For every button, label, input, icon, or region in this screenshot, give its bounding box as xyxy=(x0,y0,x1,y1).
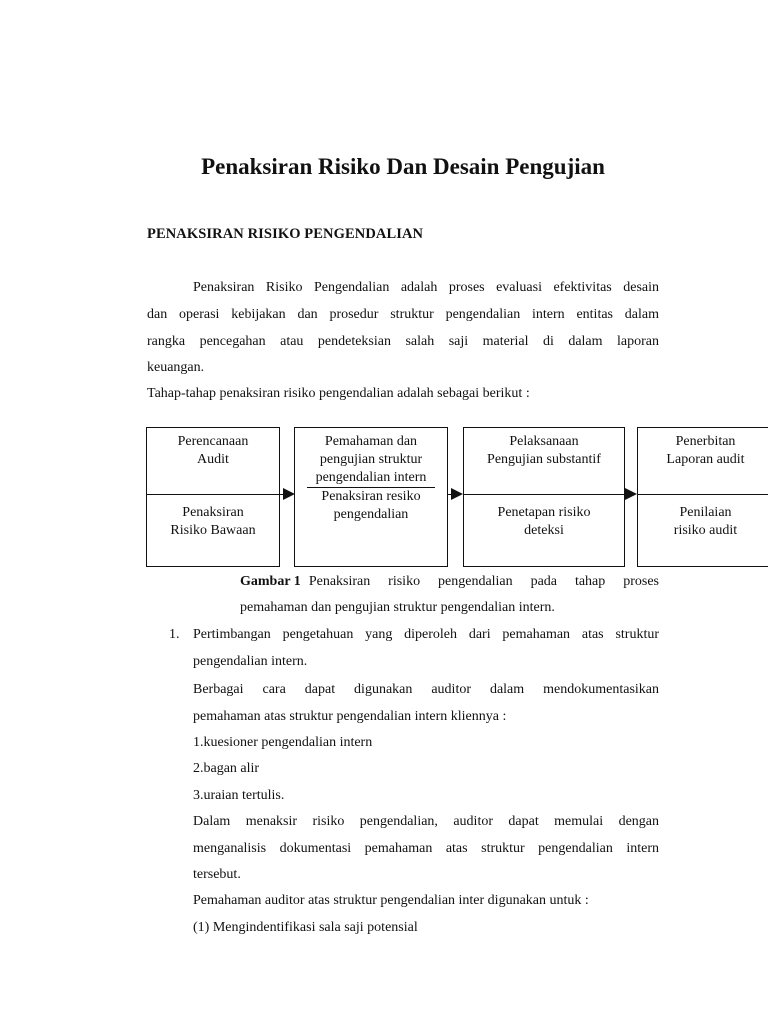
intro-line-4: keuangan. xyxy=(147,360,205,375)
sub-item-1: 1.kuesioner pengendalian intern xyxy=(193,735,373,750)
arrow-1-icon xyxy=(283,488,295,500)
section-heading: PENAKSIRAN RISIKO PENGENDALIAN xyxy=(147,226,424,242)
figure-caption-label: Gambar 1 xyxy=(240,574,301,589)
stages-intro: Tahap-tahap penaksiran risiko pengendalian adalah sebagai berikut : xyxy=(147,386,530,401)
box-4-top-text: Penerbitan Laporan audit xyxy=(666,434,745,467)
intro-line-1: Penaksiran Risiko Pengendalian adalah proses evaluasi efektivitas desain xyxy=(193,280,659,295)
figure-caption-text-1: Penaksiran risiko pengendalian pada tahap proses xyxy=(308,574,659,589)
list-item-line-2: pengendalian intern. xyxy=(193,654,308,669)
box-3-top-text: Pelaksanaan Pengujian substantif xyxy=(487,434,601,467)
para1-line-2: pemahaman atas struktur pengendalian intern kliennya : xyxy=(193,709,507,724)
para2-line-2: menganalisis dokumentasi pemahaman atas struktur pengendalian intern xyxy=(193,841,659,856)
box-2-top-text: Pemahaman dan pengujian struktur pengendalian intern xyxy=(315,434,427,485)
para2-line-3: tersebut. xyxy=(193,867,241,882)
box-1-bottom-text: Penaksiran Risiko Bawaan xyxy=(170,505,256,538)
para1-line-1: Berbagai cara dapat digunakan auditor dalam mendokumentasikan xyxy=(193,682,659,697)
box-3-divider xyxy=(463,494,625,495)
box-2-bottom-text: Penaksiran resiko pengendalian xyxy=(321,489,421,522)
box-4-divider xyxy=(637,494,768,495)
figure-caption-line-1 xyxy=(240,574,659,590)
figure-caption-line-2: pemahaman dan pengujian struktur pengendalian intern. xyxy=(240,600,555,615)
intro-line-3: rangka pencegahan atau pendeteksian salah saji material di dalam laporan xyxy=(147,334,659,349)
sub-item-3: 3.uraian tertulis. xyxy=(193,788,285,803)
list-number-1: 1. xyxy=(169,627,180,642)
box-1-divider xyxy=(146,494,280,495)
box-4-bottom-text: Penilaian risiko audit xyxy=(673,505,738,538)
box-1-top-text: Perencanaan Audit xyxy=(177,434,249,467)
point-1: (1) Mengindentifikasi sala saji potensial xyxy=(193,920,418,935)
arrow-2-icon xyxy=(451,488,463,500)
list-item-line-1: Pertimbangan pengetahuan yang diperoleh dari pemahaman atas struktur xyxy=(193,627,659,642)
page-title: Penaksiran Risiko Dan Desain Pengujian xyxy=(201,154,605,179)
box-3-bottom-text: Penetapan risiko deteksi xyxy=(497,505,591,538)
para3-line-1: Pemahaman auditor atas struktur pengendalian inter digunakan untuk : xyxy=(193,893,589,908)
para2-line-1: Dalam menaksir risiko pengendalian, auditor dapat memulai dengan xyxy=(193,814,659,829)
sub-item-2: 2.bagan alir xyxy=(193,761,260,776)
intro-line-2: dan operasi kebijakan dan prosedur struktur pengendalian intern entitas dalam xyxy=(147,307,659,322)
arrow-3-icon xyxy=(625,488,637,500)
